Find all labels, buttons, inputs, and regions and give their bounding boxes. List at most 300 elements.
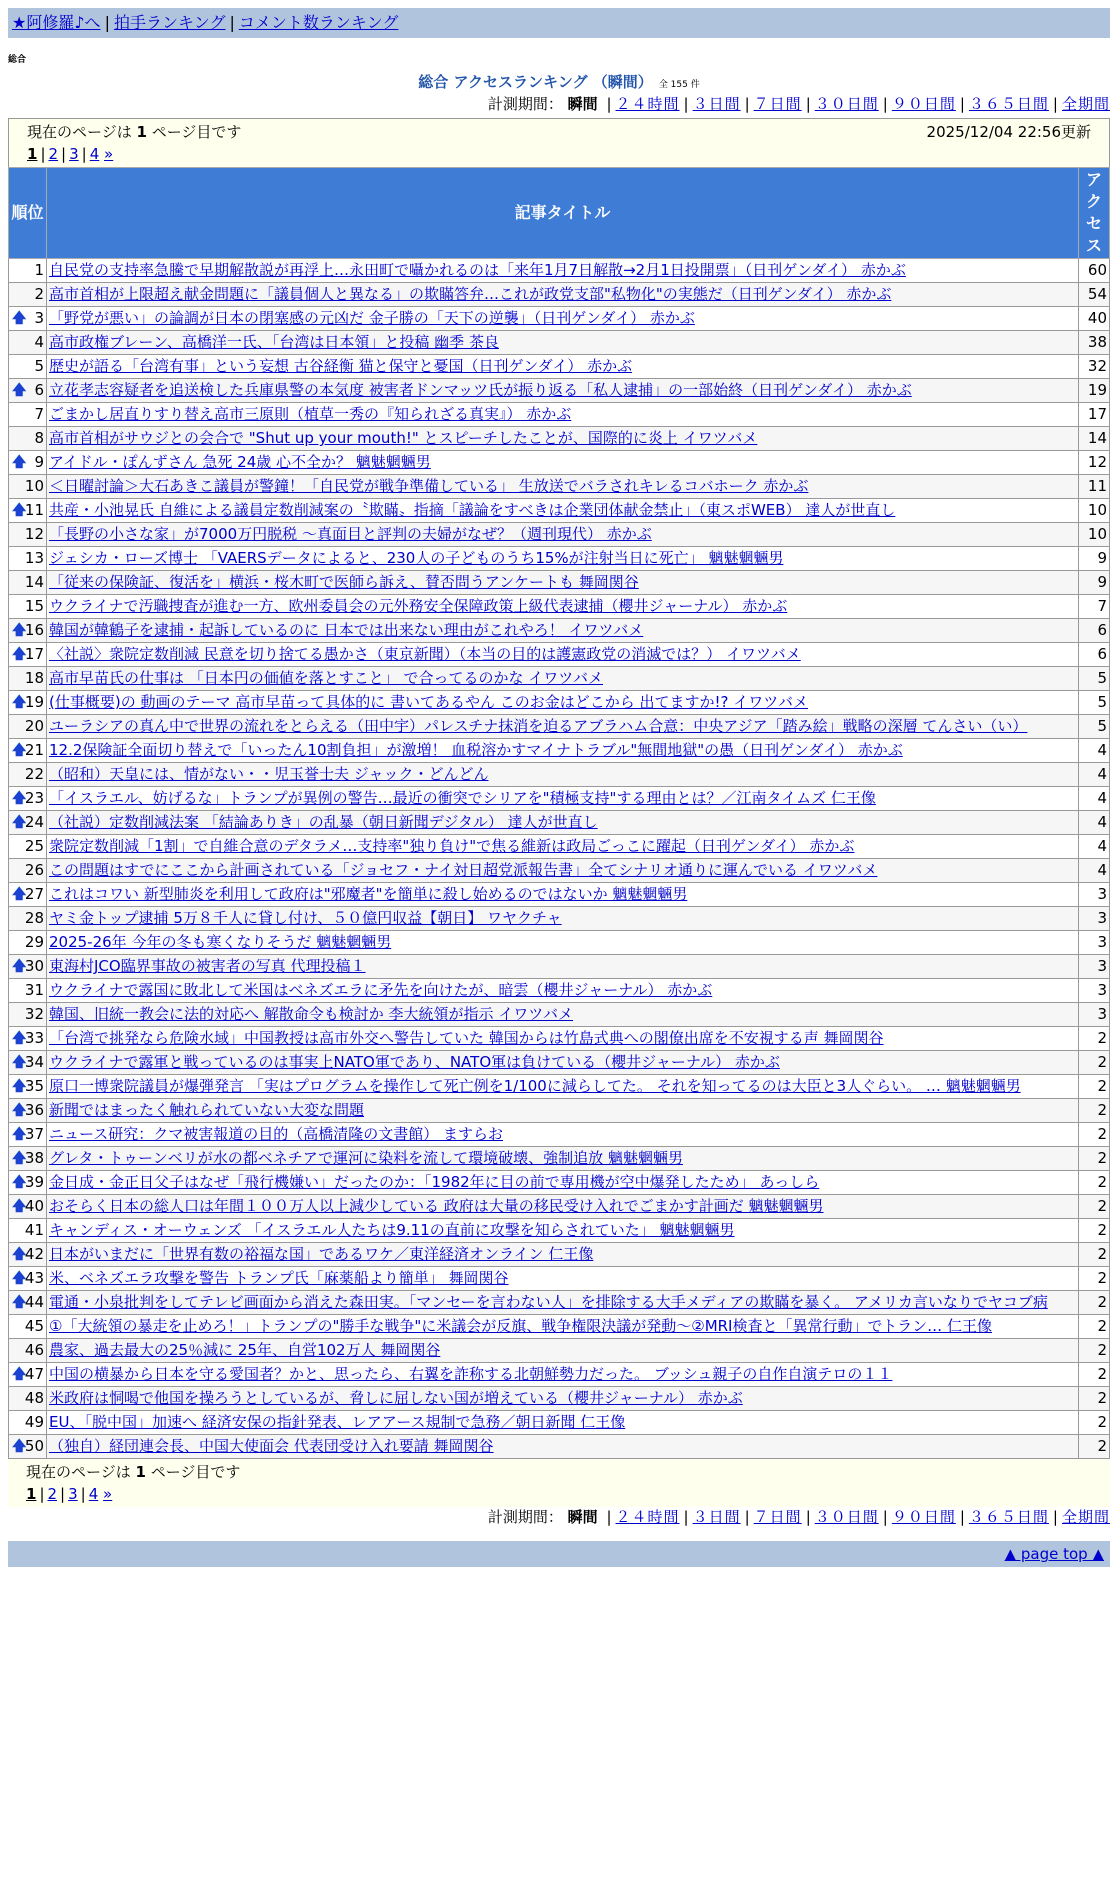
page-link-2[interactable]: 2 (48, 145, 59, 163)
table-row (9, 1003, 1110, 1027)
rank-number: 25 (24, 837, 44, 855)
next-page-link[interactable]: » (104, 145, 114, 163)
rank-number: 20 (24, 717, 44, 735)
table-row (9, 1315, 1110, 1339)
rank-cell (9, 1411, 47, 1435)
access-count: 4 (1079, 835, 1110, 859)
rank-number: 29 (24, 933, 44, 951)
rank-cell (9, 643, 47, 667)
page-link-3[interactable]: 3 (68, 1485, 78, 1503)
title-cell (47, 691, 1079, 715)
page-info-prefix: 現在のページは (27, 123, 137, 141)
comment-ranking-link[interactable]: コメント数ランキング (238, 13, 399, 32)
rank-cell (9, 907, 47, 931)
access-count: 32 (1079, 355, 1110, 379)
table-row (9, 907, 1110, 931)
page-link-3[interactable]: 3 (69, 145, 79, 163)
article-link[interactable]: 高市首相が上限超え献金問題に「議員個人と異なる」の欺瞞答弁…これが政党支部"私物化"の実態だ（日刊ゲンダイ） 赤かぶ (49, 285, 892, 303)
article-link[interactable]: 韓国、旧統一教会に法的対応へ 解散命令も検討か 李大統領が指示 イワツバメ (49, 1005, 574, 1023)
footer-bar (8, 1541, 1110, 1567)
access-count: 4 (1079, 787, 1110, 811)
rank-number: 35 (24, 1077, 44, 1095)
access-count: 5 (1079, 691, 1110, 715)
table-row (9, 883, 1110, 907)
rank-number: 27 (24, 885, 44, 903)
article-link[interactable]: ウクライナで露国に敗北して米国はベネズエラに矛先を向けたが、暗雲（櫻井ジャーナル） 赤かぶ (49, 981, 713, 999)
page-link-1[interactable]: 1 (26, 1485, 37, 1503)
period-link[interactable]: ２４時間 (615, 1508, 680, 1526)
page-link-2[interactable]: 2 (47, 1485, 58, 1503)
rank-cell (9, 859, 47, 883)
title-cell (47, 643, 1079, 667)
article-link[interactable]: 「野党が悪い」の論調が日本の閉塞感の元凶だ 金子勝の「天下の逆襲」（日刊ゲンダイ） 赤かぶ (49, 309, 695, 327)
rank-number: 22 (24, 765, 44, 783)
article-link[interactable]: グレタ・トゥーンベリが水の都ベネチアで運河に染料を流して環境破壊、強制追放 魑魅魍魎男 (49, 1149, 683, 1167)
article-link[interactable]: ヤミ金トップ逮捕 5万８千人に貸し付け、５０億円収益【朝日】 ワヤクチャ (49, 909, 562, 927)
access-count: 2 (1079, 1099, 1110, 1123)
title-cell (47, 403, 1079, 427)
article-link[interactable]: 新聞ではまったく触れられていない大変な問題 (49, 1101, 365, 1119)
up-arrow-icon: 🡅 (12, 1030, 27, 1046)
up-arrow-icon: 🡅 (12, 1102, 27, 1118)
rank-cell (9, 331, 47, 355)
rank-number: 12 (24, 525, 44, 543)
period-current: 瞬間 (567, 95, 598, 113)
access-count: 11 (1079, 475, 1110, 499)
separator: | (104, 13, 110, 32)
access-count: 2 (1079, 1291, 1110, 1315)
period-link[interactable]: ３６５日間 (968, 95, 1049, 113)
period-link[interactable]: ３０日間 (814, 1508, 879, 1526)
rank-cell (9, 1291, 47, 1315)
page-info-suffix: ページ目です (146, 123, 242, 141)
page-link-1[interactable]: 1 (27, 145, 38, 163)
article-link[interactable]: 高市早苗氏の仕事は 「日本円の価値を落とすこと」 で合ってるのかな イワツバメ (49, 669, 604, 687)
up-arrow-icon: 🡅 (12, 742, 27, 758)
article-link[interactable]: （独自）経団連会長、中国大使面会 代表団受け入れ要請 舞岡関谷 (49, 1437, 494, 1455)
access-count: 2 (1079, 1195, 1110, 1219)
up-arrow-icon: 🡅 (12, 1078, 27, 1094)
access-count: 9 (1079, 571, 1110, 595)
article-link[interactable]: 「従来の保険証、復活を」横浜・桜木町で医師ら訴え、賛否問うアンケートも 舞岡関谷 (49, 573, 639, 591)
title-cell (47, 1147, 1079, 1171)
title-cell (47, 955, 1079, 979)
title-cell (47, 307, 1079, 331)
access-count: 4 (1079, 763, 1110, 787)
page-title (8, 71, 1110, 92)
up-arrow-icon: 🡅 (12, 1270, 27, 1286)
pagination-bottom (8, 1459, 1110, 1507)
rank-number: 4 (34, 333, 44, 351)
article-link[interactable]: ごまかし居直りすり替え高市三原則（植草一秀の『知られざる真実』） 赤かぶ (49, 405, 572, 423)
article-link[interactable]: 日本がいまだに「世界有数の裕福な国」であるワケ／東洋経済オンライン 仁王像 (49, 1245, 594, 1263)
item-count: 全 155 件 (658, 80, 700, 90)
rank-cell (9, 1219, 47, 1243)
article-link[interactable]: 高市首相がサウジとの会合で "Shut up your mouth!" とスピーチしたことが、国際的に炎上 イワツバメ (49, 429, 758, 447)
rank-cell (9, 1075, 47, 1099)
access-count: 2 (1079, 1147, 1110, 1171)
title-cell (47, 427, 1079, 451)
rank-cell (9, 739, 47, 763)
separator: | (61, 145, 67, 163)
article-link[interactable]: この問題はすでにここから計画されている「ジョセフ・ナイ対日超党派報告書」全てシナリオ通りに運んでいる イワツバメ (49, 861, 878, 879)
article-link[interactable]: これはコワい 新型肺炎を利用して政府は"邪魔者"を簡単に殺し始めるのではないか 魑魅魍魎男 (49, 885, 688, 903)
page-top-link[interactable]: ▲ page top ▲ (1004, 1545, 1104, 1563)
article-link[interactable]: EU、「脱中国」加速へ 経済安保の指針発表、レアアース規制で急務／朝日新聞 仁王像 (49, 1413, 626, 1431)
up-arrow-icon: 🡅 (12, 886, 27, 902)
up-arrow-icon: 🡅 (12, 310, 27, 326)
table-row (9, 379, 1110, 403)
rank-number: 23 (24, 789, 44, 807)
article-link[interactable]: ジェシカ・ローズ博士 「VAERSデータによると、230人の子どものうち15%が注射当日に死亡」 魑魅魍魎男 (49, 549, 784, 567)
title-cell (47, 763, 1079, 787)
rank-cell (9, 427, 47, 451)
title-cell (47, 1291, 1079, 1315)
table-row (9, 1243, 1110, 1267)
separator: | (606, 1508, 612, 1526)
period-link[interactable]: ７日間 (753, 1508, 802, 1526)
article-link[interactable]: ＜日曜討論＞大石あきこ議員が警鐘！「自民党が戦争準備している」 生放送でバラされキレるコバホーク 赤かぶ (49, 477, 809, 495)
title-cell (47, 811, 1079, 835)
access-count: 5 (1079, 715, 1110, 739)
article-link[interactable]: 原口一博衆院議員が爆弾発言 「実はプログラムを操作して死亡例を1/100に減らしてた。 それを知ってるのは大臣と3人ぐらい。 … 魑魅魍魎男 (49, 1077, 1021, 1095)
rank-cell (9, 1171, 47, 1195)
title-cell (47, 547, 1079, 571)
title-cell (47, 1339, 1079, 1363)
title-cell (47, 475, 1079, 499)
title-cell (47, 595, 1079, 619)
period-label: 計測期間： (487, 1508, 563, 1526)
access-count: 38 (1079, 331, 1110, 355)
rank-cell (9, 1435, 47, 1459)
table-row (9, 1195, 1110, 1219)
title-cell (47, 1099, 1079, 1123)
up-arrow-icon: 🡅 (12, 382, 27, 398)
table-row (9, 979, 1110, 1003)
rank-cell (9, 403, 47, 427)
rank-cell (9, 475, 47, 499)
rank-number: 50 (24, 1437, 44, 1455)
title-cell (47, 523, 1079, 547)
rank-number: 9 (34, 453, 44, 471)
access-count: 3 (1079, 931, 1110, 955)
article-link[interactable]: 自民党の支持率急騰で早期解散説が再浮上…永田町で囁かれるのは「来年1月7日解散→2月1日投開票」（日刊ゲンダイ） 赤かぶ (49, 261, 906, 279)
table-row (9, 523, 1110, 547)
article-link[interactable]: 衆院定数削減「1割」で自維合意のデタラメ…支持率"独り負け"で焦る維新は政局ごっこに躍起（日刊ゲンダイ） 赤かぶ (49, 837, 855, 855)
article-link[interactable]: ユーラシアの真ん中で世界の流れをとらえる（田中宇）パレスチナ抹消を迫るアブラハム合意：中央アジア「踏み絵」戦略の深層 てんさい（い） (49, 717, 1028, 735)
period-link[interactable]: ２４時間 (615, 95, 680, 113)
rank-cell (9, 931, 47, 955)
title-cell (47, 331, 1079, 355)
title-cell (47, 907, 1079, 931)
rank-cell (9, 379, 47, 403)
period-link[interactable]: ３６５日間 (968, 1508, 1049, 1526)
article-link[interactable]: 12.2保険証全面切り替えで「いったん10割負担」が激増！ 血税溶かすマイナトラブル"無間地獄"の愚（日刊ゲンダイ） 赤かぶ (49, 741, 903, 759)
separator: | (744, 1508, 750, 1526)
separator: | (683, 95, 689, 113)
separator: | (1052, 1508, 1058, 1526)
article-link[interactable]: 「長野の小さな家」が7000万円脱税 ～真面目と評判の夫婦がなぜ？（週刊現代） 赤かぶ (49, 525, 652, 543)
table-row (9, 451, 1110, 475)
separator: | (606, 95, 612, 113)
up-arrow-icon: 🡅 (12, 1126, 27, 1142)
period-link[interactable]: ７日間 (753, 95, 802, 113)
rank-number: 28 (24, 909, 44, 927)
rank-cell (9, 1267, 47, 1291)
rank-number: 39 (24, 1173, 44, 1191)
article-link[interactable]: 共産・小池晃氏 自維による議員定数削減案の〝欺瞞〟指摘「議論をすべきは企業団体献金禁止」（東スポWEB） 達人が世直し (49, 501, 896, 519)
access-count: 2 (1079, 1315, 1110, 1339)
table-row (9, 259, 1110, 283)
period-link[interactable]: ９０日間 (891, 1508, 956, 1526)
title-cell (47, 379, 1079, 403)
rank-number: 24 (24, 813, 44, 831)
table-row (9, 835, 1110, 859)
separator: | (80, 1485, 86, 1503)
rank-number: 16 (24, 621, 44, 639)
separator: | (882, 95, 888, 113)
title-cell (47, 1387, 1079, 1411)
access-count: 54 (1079, 283, 1110, 307)
separator: | (805, 95, 811, 113)
separator: | (39, 1485, 45, 1503)
article-link[interactable]: ニュース研究：クマ被害報道の目的（高橋清隆の文書館） ますらお (49, 1125, 504, 1143)
up-arrow-icon: 🡅 (12, 814, 27, 830)
access-count: 6 (1079, 619, 1110, 643)
table-row (9, 643, 1110, 667)
table-row (9, 1219, 1110, 1243)
table-row (9, 331, 1110, 355)
access-count: 2 (1079, 1219, 1110, 1243)
rank-cell (9, 1243, 47, 1267)
rank-cell (9, 835, 47, 859)
title-cell (47, 1003, 1079, 1027)
rank-number: 38 (24, 1149, 44, 1167)
rank-number: 3 (34, 309, 44, 327)
rank-number: 36 (24, 1101, 44, 1119)
rank-number: 44 (24, 1293, 44, 1311)
rank-cell (9, 883, 47, 907)
period-label: 計測期間： (487, 95, 563, 113)
access-count: 3 (1079, 1003, 1110, 1027)
rank-cell (9, 1003, 47, 1027)
updated-time: 2025/12/04 22:56更新 (926, 123, 1091, 141)
page-info-number: 1 (135, 1463, 146, 1481)
rank-number: 8 (34, 429, 44, 447)
article-link[interactable]: 〈社説〉衆院定数削減 民意を切り捨てる愚かさ（東京新聞）（本当の目的は護憲政党の消滅では？） イワツバメ (49, 645, 801, 663)
rank-cell (9, 355, 47, 379)
access-count: 2 (1079, 1027, 1110, 1051)
rank-number: 45 (24, 1317, 44, 1335)
rank-cell (9, 787, 47, 811)
period-selector-bottom (8, 1507, 1110, 1527)
rank-cell (9, 307, 47, 331)
article-link[interactable]: アイドル・ぽんずさん 急死 24歳 心不全か？ 魑魅魍魎男 (49, 453, 431, 471)
title-cell (47, 715, 1079, 739)
table-row (9, 1363, 1110, 1387)
up-arrow-icon: 🡅 (12, 646, 27, 662)
table-row (9, 1339, 1110, 1363)
up-arrow-icon: 🡅 (12, 622, 27, 638)
article-link[interactable]: ウクライナで露軍と戦っているのは事実上NATO軍であり、NATO軍は負けている（櫻井ジャーナル） 赤かぶ (49, 1053, 780, 1071)
article-link[interactable]: 立花孝志容疑者を追送検した兵庫県警の本気度 被害者ドンマッツ氏が振り返る「私人逮捕」の一部始終（日刊ゲンダイ） 赤かぶ (49, 381, 912, 399)
rank-number: 40 (24, 1197, 44, 1215)
table-row (9, 667, 1110, 691)
access-count: 2 (1079, 1123, 1110, 1147)
table-row (9, 1291, 1110, 1315)
table-row (9, 859, 1110, 883)
period-link[interactable]: ９０日間 (891, 95, 956, 113)
table-row (9, 931, 1110, 955)
title-cell (47, 1315, 1079, 1339)
up-arrow-icon: 🡅 (12, 1294, 27, 1310)
table-row (9, 499, 1110, 523)
period-link[interactable]: ３０日間 (814, 95, 879, 113)
title-cell (47, 1267, 1079, 1291)
rank-number: 2 (34, 285, 44, 303)
rank-cell (9, 715, 47, 739)
separator: | (882, 1508, 888, 1526)
access-count: 6 (1079, 643, 1110, 667)
article-link[interactable]: 中国の横暴から日本を守る愛国者？かと、思ったら、右翼を詐称する北朝鮮勢力だった。 ブッシュ親子の自作自演テロの１１ (49, 1365, 893, 1383)
title-cell (47, 859, 1079, 883)
rank-cell (9, 259, 47, 283)
page-info-suffix: ページ目です (145, 1463, 241, 1481)
next-page-link[interactable]: » (103, 1485, 113, 1503)
separator: | (805, 1508, 811, 1526)
article-link[interactable]: 東海村JCO臨界事故の被害者の写真 代理投稿１ (49, 957, 366, 975)
page-links (26, 1483, 1092, 1505)
access-count: 14 (1079, 427, 1110, 451)
page-info-prefix: 現在のページは (26, 1463, 136, 1481)
table-row (9, 427, 1110, 451)
rank-cell (9, 955, 47, 979)
up-arrow-icon: 🡅 (12, 694, 27, 710)
separator: | (40, 145, 46, 163)
access-count: 2 (1079, 1387, 1110, 1411)
article-link[interactable]: 韓国が韓鶴子を逮捕・起訴しているのに 日本では出来ない理由がこれやろ！ イワツバメ (49, 621, 644, 639)
access-count: 17 (1079, 403, 1110, 427)
up-arrow-icon: 🡅 (12, 1438, 27, 1454)
period-current: 瞬間 (567, 1508, 598, 1526)
rank-cell (9, 547, 47, 571)
access-count: 4 (1079, 859, 1110, 883)
table-row (9, 1435, 1110, 1459)
access-count: 3 (1079, 907, 1110, 931)
article-link[interactable]: 米政府は恫喝で他国を操ろうとしているが、脅しに屈しない国が増えている（櫻井ジャーナル） 赤かぶ (49, 1389, 743, 1407)
access-count: 9 (1079, 547, 1110, 571)
up-arrow-icon: 🡅 (12, 454, 27, 470)
table-row (9, 1267, 1110, 1291)
article-link[interactable]: ①「大統領の暴走を止めろ！」トランプの"勝手な戦争"に米議会が反旗、戦争権限決議が発動～②MRI検査と「異常行動」でトラン… 仁王像 (49, 1317, 992, 1335)
col-title: 記事タイトル (47, 168, 1079, 259)
title-cell (47, 883, 1079, 907)
article-link[interactable]: （昭和）天皇には、情がない・・児玉誉士夫 ジャック・どんどん (49, 765, 489, 783)
article-link[interactable]: 「台湾で挑発なら危険水域」中国教授は高市外交へ警告していた 韓国からは竹島式典への閣僚出席を不安視する声 舞岡関谷 (49, 1029, 884, 1047)
page (8, 8, 1110, 1567)
up-arrow-icon: 🡅 (12, 502, 27, 518)
rank-number: 30 (24, 957, 44, 975)
article-link[interactable]: 電通・小泉批判をしてテレビ画面から消えた森田実。「マンセーを言わない人」を排除する大手メディアの欺瞞を暴く。 アメリカ言いなりでヤコブ病 (49, 1293, 1048, 1311)
article-link[interactable]: 農家、過去最大の25％減に 25年、自営102万人 舞岡関谷 (49, 1341, 441, 1359)
title-cell (47, 1051, 1079, 1075)
period-link[interactable]: 全期間 (1061, 95, 1110, 113)
table-row (9, 595, 1110, 619)
article-link[interactable]: 金日成・金正日父子はなぜ「飛行機嫌い」だったのか：「1982年に目の前で専用機が空中爆発したため」 あっしら (49, 1173, 820, 1191)
title-cell (47, 571, 1079, 595)
title-cell (47, 979, 1079, 1003)
rank-number: 5 (34, 357, 44, 375)
home-link[interactable]: ★阿修羅♪へ (12, 13, 101, 32)
rank-number: 47 (24, 1365, 44, 1383)
rank-number: 17 (24, 645, 44, 663)
access-count: 12 (1079, 451, 1110, 475)
rank-cell (9, 1363, 47, 1387)
table-header (9, 168, 1110, 259)
rank-cell (9, 667, 47, 691)
separator: | (60, 1485, 66, 1503)
title-cell (47, 1219, 1079, 1243)
table-row (9, 739, 1110, 763)
title-cell (47, 619, 1079, 643)
access-count: 2 (1079, 1243, 1110, 1267)
article-link[interactable]: 高市政権ブレーン、高橋洋一氏、「台湾は日本領」と投稿 幽季 茶良 (49, 333, 499, 351)
period-link[interactable]: 全期間 (1061, 1508, 1110, 1526)
title-cell (47, 283, 1079, 307)
access-count: 3 (1079, 979, 1110, 1003)
title-cell (47, 1027, 1079, 1051)
table-row (9, 1075, 1110, 1099)
article-link[interactable]: （社説）定数削減法案 「結論ありき」の乱暴（朝日新聞デジタル） 達人が世直し (49, 813, 598, 831)
clap-ranking-link[interactable]: 拍手ランキング (113, 13, 226, 32)
access-count: 2 (1079, 1435, 1110, 1459)
rank-number: 11 (24, 501, 44, 519)
period-link[interactable]: ３日間 (692, 95, 741, 113)
up-arrow-icon: 🡅 (12, 790, 27, 806)
article-link[interactable]: おそらく日本の総人口は年間１００万人以上減少している 政府は大量の移民受け入れでごまかす計画だ 魑魅魍魎男 (49, 1197, 824, 1215)
article-link[interactable]: (仕事概要)の 動画のテーマ 高市早苗って具体的に 書いてあるやん このお金はどこから 出てますか!? イワツバメ (49, 693, 808, 711)
access-count: 2 (1079, 1171, 1110, 1195)
period-link[interactable]: ３日間 (692, 1508, 741, 1526)
article-link[interactable]: ウクライナで汚職捜査が進む一方、欧州委員会の元外務安全保障政策上級代表逮捕（櫻井ジャーナル） 赤かぶ (49, 597, 788, 615)
separator: | (683, 1508, 689, 1526)
rank-cell (9, 1315, 47, 1339)
rank-cell (9, 1147, 47, 1171)
title-cell (47, 931, 1079, 955)
title-cell (47, 667, 1079, 691)
up-arrow-icon: 🡅 (12, 1174, 27, 1190)
article-link[interactable]: キャンディス・オーウェンズ 「イスラエル人たちは9.11の直前に攻撃を知らされていた」 魑魅魍魎男 (49, 1221, 735, 1239)
period-links (602, 95, 1110, 113)
top-nav (8, 8, 1110, 38)
rank-number: 13 (24, 549, 44, 567)
access-count: 4 (1079, 739, 1110, 763)
article-link[interactable]: 歴史が語る「台湾有事」という妄想 古谷経衡 猫と保守と憂国（日刊ゲンダイ） 赤かぶ (49, 357, 633, 375)
rank-cell (9, 979, 47, 1003)
rank-cell (9, 595, 47, 619)
table-row (9, 547, 1110, 571)
page-link-4[interactable]: 4 (89, 145, 100, 163)
access-count: 5 (1079, 667, 1110, 691)
access-count: 2 (1079, 1267, 1110, 1291)
article-link[interactable]: 2025-26年 今年の冬も寒くなりそうだ 魑魅魍魎男 (49, 933, 392, 951)
page-link-4[interactable]: 4 (88, 1485, 99, 1503)
title-cell (47, 499, 1079, 523)
article-link[interactable]: 「イスラエル、妨げるな」トランプが異例の警告…最近の衝突でシリアを"積極支持"する理由とは？／江南タイムズ 仁王像 (49, 789, 876, 807)
article-link[interactable]: 米、ベネズエラ攻撃を警告 トランプ氏「麻薬船より簡単」 舞岡関谷 (49, 1269, 509, 1287)
rank-cell (9, 499, 47, 523)
rank-number: 46 (24, 1341, 44, 1359)
